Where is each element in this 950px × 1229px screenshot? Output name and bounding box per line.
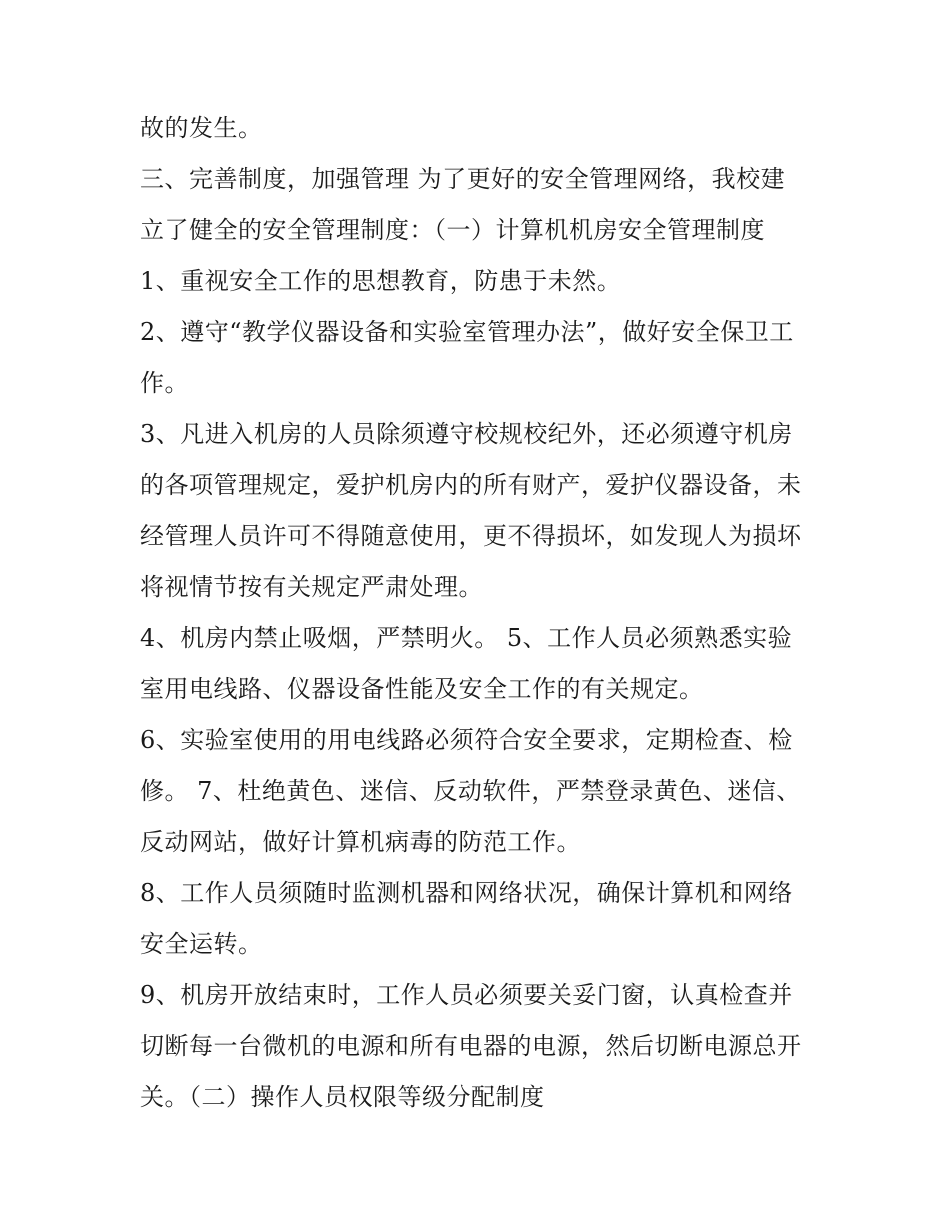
text-line: 6、实验室使用的用电线路必须符合安全要求，定期检查、检 xyxy=(140,726,793,754)
text-line: 的各项管理规定，爱护机房内的所有财产，爱护仪器设备，未 xyxy=(140,471,802,499)
text-line: 反动网站，做好计算机病毒的防范工作。 xyxy=(140,828,581,856)
text-line: 将视情节按有关规定严肃处理。 xyxy=(140,573,483,601)
text-line: 修。 7、杜绝黄色、迷信、反动软件，严禁登录黄色、迷信、 xyxy=(140,777,801,805)
text-line: 三、完善制度，加强管理 为了更好的安全管理网络，我校建 xyxy=(140,165,786,193)
text-line: 作。 xyxy=(140,369,189,397)
text-line: 经管理人员许可不得随意使用，更不得损坏，如发现人为损坏 xyxy=(140,522,802,550)
text-line: 室用电线路、仪器设备性能及安全工作的有关规定。 xyxy=(140,675,704,703)
text-line: 1、重视安全工作的思想教育，防患于未然。 xyxy=(140,267,622,295)
document-body xyxy=(140,108,820,1128)
text-line: 4、机房内禁止吸烟，严禁明火。 5、工作人员必须熟悉实验 xyxy=(140,624,793,652)
text-line: 切断每一台微机的电源和所有电器的电源，然后切断电源总开 xyxy=(140,1032,802,1060)
text-line: 关。（二）操作人员权限等级分配制度 xyxy=(140,1083,545,1111)
text-line: 安全运转。 xyxy=(140,930,263,958)
text-line: 2、遵守“教学仪器设备和实验室管理办法”，做好安全保卫工 xyxy=(140,318,794,346)
text-line: 立了健全的安全管理制度：（一）计算机机房安全管理制度 xyxy=(140,216,765,244)
text-line: 故的发生。 xyxy=(140,114,263,142)
text-line: 8、工作人员须随时监测机器和网络状况，确保计算机和网络 xyxy=(140,879,793,907)
text-line: 9、机房开放结束时，工作人员必须要关妥门窗，认真检查并 xyxy=(140,981,793,1009)
text-line: 3、凡进入机房的人员除须遵守校规校纪外，还必须遵守机房 xyxy=(140,420,793,448)
